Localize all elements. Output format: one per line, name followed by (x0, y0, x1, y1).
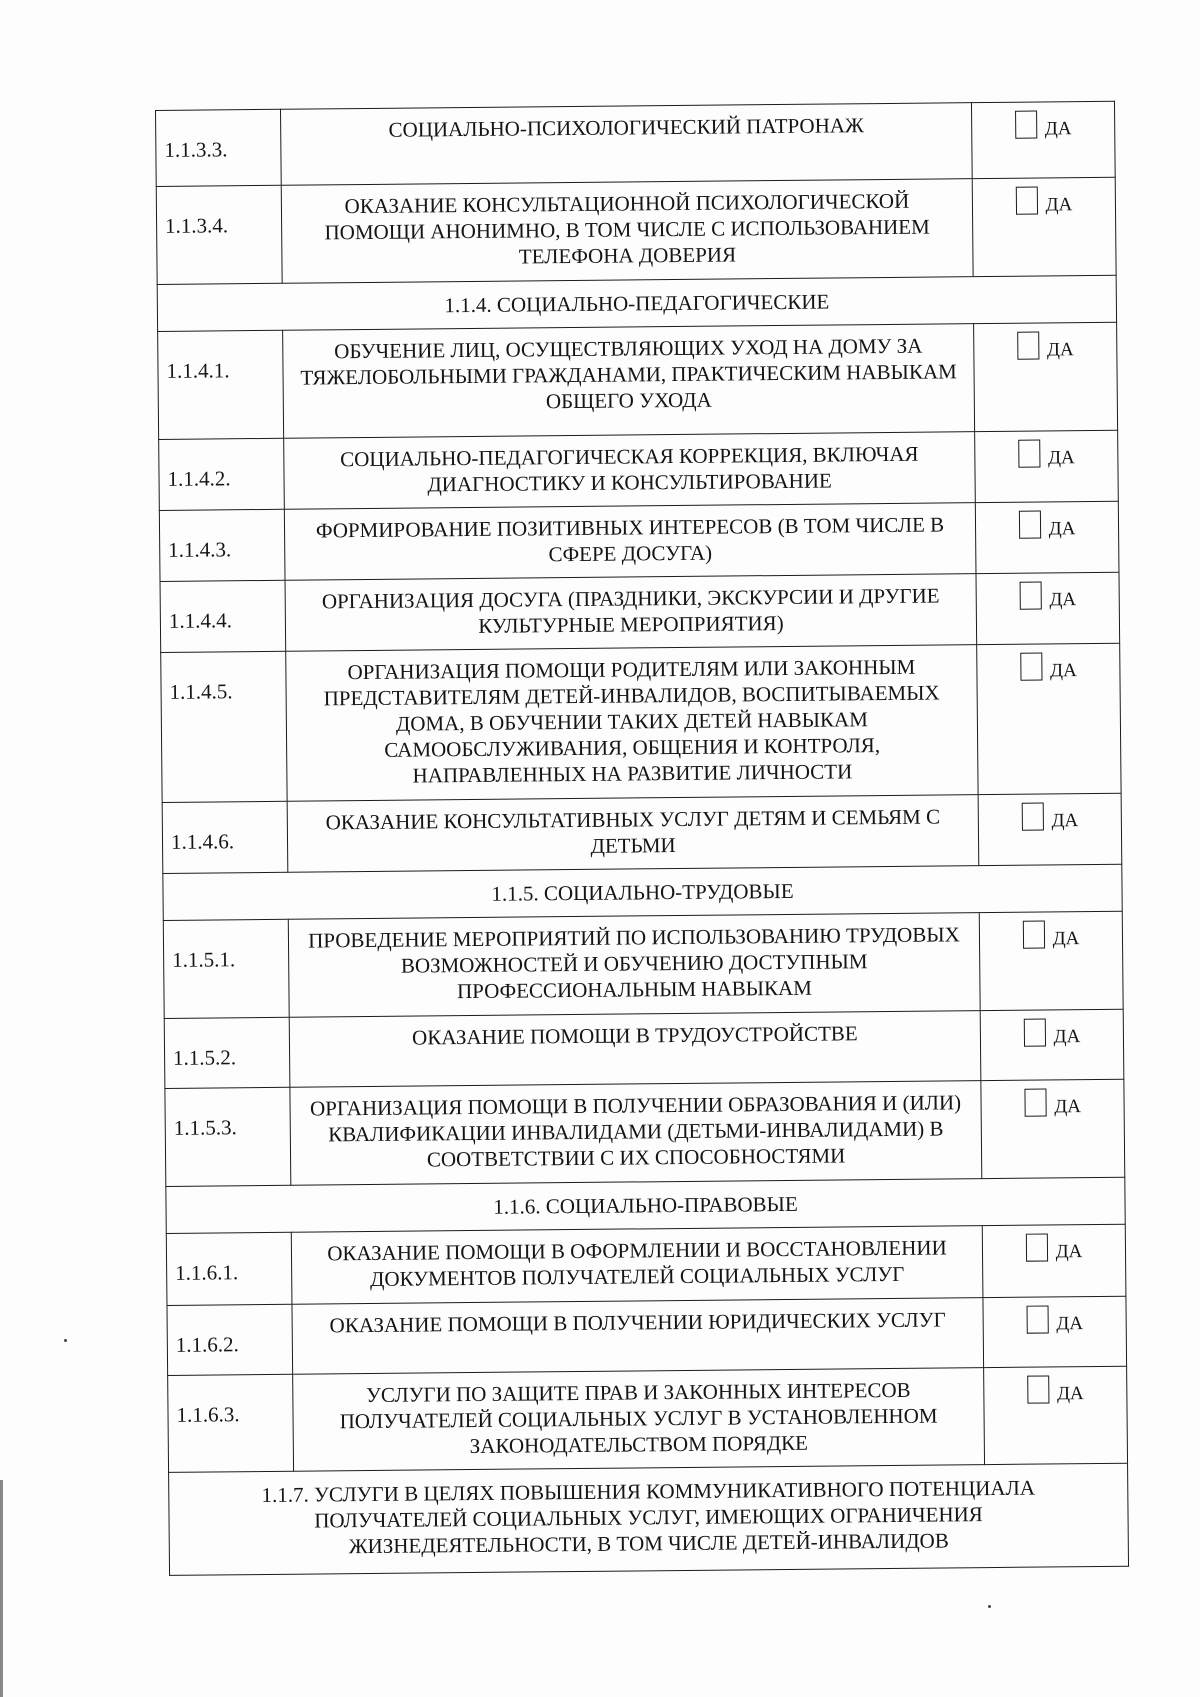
section-title: 1.1.6. СОЦИАЛЬНО-ПРАВОВЫЕ (166, 1177, 1125, 1233)
service-row (162, 793, 1122, 873)
checkbox-cell (971, 101, 1115, 178)
checkbox-cell (975, 501, 1119, 573)
service-number: 1.1.4.1. (158, 330, 284, 439)
checkbox-group (983, 1297, 1125, 1342)
service-description: ОКАЗАНИЕ КОНСУЛЬТАЦИОННОЙ ПСИХОЛОГИЧЕСКОЙ ПОМОЩИ АНОНИМНО, В ТОМ ЧИСЛЕ С ИСПОЛЬЗОВАНИЕМ ТЕЛЕФОНА ДОВЕРИЯ (281, 179, 973, 284)
service-number: 1.1.4.3. (159, 509, 285, 581)
service-description: ОРГАНИЗАЦИЯ ПОМОЩИ В ПОЛУЧЕНИИ ОБРАЗОВАНИЯ И (ИЛИ) КВАЛИФИКАЦИИ ИНВАЛИДАМИ (ДЕТЬМИ-ИНВАЛИДАМИ) В СООТВЕТСТВИИ С ИХ СПОСОБНОСТЯМИ (290, 1081, 982, 1186)
checkbox-label: ДА (1049, 660, 1077, 682)
service-description: ОБУЧЕНИЕ ЛИЦ, ОСУЩЕСТВЛЯЮЩИХ УХОД НА ДОМУ ЗА ТЯЖЕЛОБОЛЬНЫМИ ГРАЖДАНАМИ, ПРАКТИЧЕСКИМ НАВЫКАМ ОБЩЕГО УХОДА (283, 324, 975, 439)
service-row (165, 1079, 1125, 1186)
service-row (167, 1296, 1127, 1375)
checkbox-square[interactable] (1027, 1375, 1049, 1403)
service-description: ОКАЗАНИЕ ПОМОЩИ В ОФОРМЛЕНИИ И ВОССТАНОВЛЕНИИ ДОКУМЕНТОВ ПОЛУЧАТЕЛЕЙ СОЦИАЛЬНЫХ УСЛУГ (291, 1226, 983, 1305)
checkbox-cell (979, 911, 1123, 1010)
checkbox-square[interactable] (1023, 1018, 1045, 1046)
checkbox-label: ДА (1052, 928, 1080, 950)
checkbox-cell (978, 793, 1122, 865)
service-description: ОРГАНИЗАЦИЯ ПОМОЩИ РОДИТЕЛЯМ ИЛИ ЗАКОННЫМ ПРЕДСТАВИТЕЛЯМ ДЕТЕЙ-ИНВАЛИДОВ, ВОСПИТЫВАЕМЫХ ДОМА, В ОБУЧЕНИИ ТАКИХ ДЕТЕЙ НАВЫКАМ САМООБСЛУЖИВАНИЯ, ОБЩЕНИЯ И КОНТРОЛЯ, НАПРАВЛЕННЫХ НА РАЗВИТИЕ ЛИЧНОСТИ (286, 645, 978, 802)
service-description: УСЛУГИ ПО ЗАЩИТЕ ПРАВ И ЗАКОННЫХ ИНТЕРЕСОВ ПОЛУЧАТЕЛЕЙ СОЦИАЛЬНЫХ УСЛУГ В УСТАНОВЛЕННОМ ЗАКОНОДАТЕЛЬСТВОМ ПОРЯДКЕ (293, 1368, 985, 1472)
checkbox-square[interactable] (1020, 653, 1042, 681)
checkbox-group (973, 178, 1115, 223)
checkbox-label: ДА (1051, 810, 1079, 832)
service-row (163, 911, 1123, 1018)
services-table (155, 101, 1129, 1576)
checkbox-square[interactable] (1022, 920, 1044, 948)
scan-speck (64, 1339, 67, 1342)
checkbox-label: ДА (1047, 447, 1075, 469)
checkbox-square[interactable] (1015, 111, 1037, 139)
checkbox-label: ДА (1054, 1096, 1082, 1118)
checkbox-group (980, 912, 1122, 957)
checkbox-label: ДА (1056, 1383, 1084, 1405)
checkbox-group (977, 644, 1119, 689)
checkbox-group (975, 431, 1117, 476)
service-number: 1.1.4.2. (159, 438, 285, 510)
checkbox-square[interactable] (1018, 440, 1040, 468)
section-header-row (169, 1463, 1129, 1575)
service-row (158, 322, 1118, 439)
checkbox-label: ДА (1056, 1313, 1084, 1335)
checkbox-cell (974, 322, 1118, 431)
services-table-body (156, 101, 1129, 1575)
service-row (164, 1009, 1124, 1088)
checkbox-group (983, 1225, 1125, 1270)
checkbox-square[interactable] (1019, 511, 1041, 539)
checkbox-cell (980, 1009, 1124, 1080)
checkbox-square[interactable] (1026, 1305, 1048, 1333)
service-description: СОЦИАЛЬНО-ПСИХОЛОГИЧЕСКИЙ ПАТРОНАЖ (280, 103, 972, 186)
service-description: ФОРМИРОВАНИЕ ПОЗИТИВНЫХ ИНТЕРЕСОВ (В ТОМ ЧИСЛЕ В СФЕРЕ ДОСУГА) (284, 503, 976, 581)
checkbox-label: ДА (1053, 1026, 1081, 1048)
service-row (156, 101, 1116, 186)
checkbox-label: ДА (1049, 589, 1077, 611)
checkbox-group (984, 1367, 1126, 1412)
scan-edge-shadow (0, 1480, 3, 1697)
service-description: ОРГАНИЗАЦИЯ ДОСУГА (ПРАЗДНИКИ, ЭКСКУРСИИ И ДРУГИЕ КУЛЬТУРНЫЕ МЕРОПРИЯТИЯ) (285, 574, 977, 652)
checkbox-square[interactable] (1025, 1233, 1047, 1261)
service-number: 1.1.3.4. (156, 185, 282, 284)
checkbox-label: ДА (1045, 194, 1073, 216)
service-number: 1.1.3.3. (156, 109, 282, 186)
checkbox-cell (981, 1079, 1125, 1178)
section-title: 1.1.7. УСЛУГИ В ЦЕЛЯХ ПОВЫШЕНИЯ КОММУНИКАТИВНОГО ПОТЕНЦИАЛА ПОЛУЧАТЕЛЕЙ СОЦИАЛЬНЫХ УСЛУГ, ИМЕЮЩИХ ОГРАНИЧЕНИЯ ЖИЗНЕДЕЯТЕЛЬНОСТИ, В ТОМ ЧИСЛЕ ДЕТЕЙ-ИНВАЛИДОВ (169, 1463, 1129, 1575)
checkbox-square[interactable] (1015, 187, 1037, 215)
checkbox-label: ДА (1046, 339, 1074, 361)
checkbox-square[interactable] (1017, 332, 1039, 360)
checkbox-cell (977, 643, 1121, 794)
checkbox-square[interactable] (1024, 1088, 1046, 1116)
service-number: 1.1.4.4. (160, 580, 286, 652)
service-row (156, 177, 1116, 284)
section-title: 1.1.4. СОЦИАЛЬНО-ПЕДАГОГИЧЕСКИЕ (157, 275, 1116, 331)
checkbox-label: ДА (1048, 518, 1076, 540)
service-row (159, 501, 1119, 581)
checkbox-group (974, 323, 1116, 368)
checkbox-label: ДА (1044, 118, 1072, 140)
checkbox-group (972, 102, 1114, 147)
checkbox-square[interactable] (1021, 803, 1043, 831)
checkbox-cell (983, 1296, 1127, 1367)
service-number: 1.1.4.5. (161, 651, 287, 802)
checkbox-square[interactable] (1019, 582, 1041, 610)
service-description: ПРОВЕДЕНИЕ МЕРОПРИЯТИЙ ПО ИСПОЛЬЗОВАНИЮ ТРУДОВЫХ ВОЗМОЖНОСТЕЙ И ОБУЧЕНИЮ ДОСТУПНЫМ ПРОФЕССИОНАЛЬНЫМ НАВЫКАМ (288, 913, 980, 1018)
service-number: 1.1.5.2. (164, 1017, 290, 1088)
service-description: СОЦИАЛЬНО-ПЕДАГОГИЧЕСКАЯ КОРРЕКЦИЯ, ВКЛЮЧАЯ ДИАГНОСТИКУ И КОНСУЛЬТИРОВАНИЕ (284, 432, 976, 510)
service-row (166, 1224, 1126, 1305)
checkbox-group (979, 794, 1121, 839)
service-row (160, 572, 1120, 652)
checkbox-label: ДА (1055, 1241, 1083, 1263)
checkbox-cell (984, 1366, 1128, 1464)
service-number: 1.1.6.1. (166, 1232, 292, 1305)
checkbox-group (976, 502, 1118, 547)
service-description: ОКАЗАНИЕ КОНСУЛЬТАТИВНЫХ УСЛУГ ДЕТЯМ И СЕМЬЯМ С ДЕТЬМИ (287, 795, 979, 873)
service-number: 1.1.6.2. (167, 1304, 293, 1375)
checkbox-cell (982, 1224, 1126, 1297)
checkbox-group (981, 1010, 1123, 1055)
checkbox-group (976, 573, 1118, 618)
service-number: 1.1.5.3. (165, 1087, 291, 1186)
section-title: 1.1.5. СОЦИАЛЬНО-ТРУДОВЫЕ (163, 864, 1122, 920)
service-description: ОКАЗАНИЕ ПОМОЩИ В ПОЛУЧЕНИИ ЮРИДИЧЕСКИХ УСЛУГ (292, 1298, 984, 1375)
scan-speck (988, 1605, 991, 1608)
service-number: 1.1.6.3. (168, 1374, 294, 1472)
service-row (168, 1366, 1128, 1472)
checkbox-cell (972, 177, 1116, 276)
service-description: ОКАЗАНИЕ ПОМОЩИ В ТРУДОУСТРОЙСТВЕ (289, 1011, 981, 1088)
service-number: 1.1.5.1. (163, 919, 289, 1018)
checkbox-group (981, 1080, 1123, 1125)
checkbox-cell (975, 430, 1119, 502)
service-row (159, 430, 1119, 510)
service-row (161, 643, 1121, 802)
checkbox-cell (976, 572, 1120, 644)
service-number: 1.1.4.6. (162, 801, 288, 873)
